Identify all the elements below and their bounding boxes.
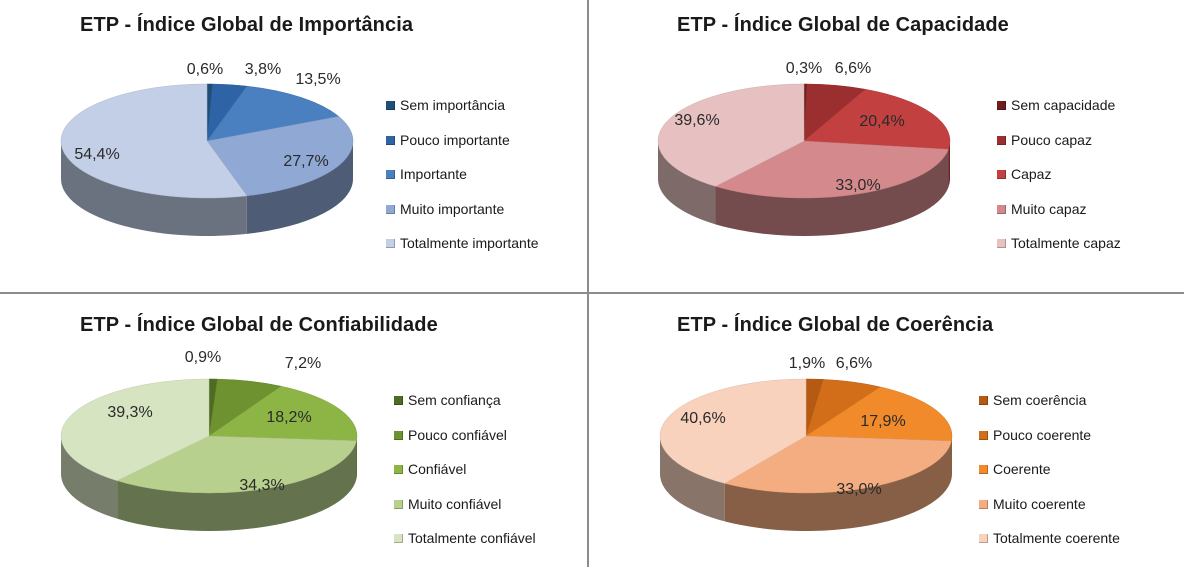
legend-swatch bbox=[979, 534, 988, 543]
legend-item bbox=[386, 201, 539, 236]
data-label: 17,9% bbox=[860, 413, 906, 430]
chart-panel-capacidade bbox=[597, 0, 1184, 290]
legend-label: Pouco confiável bbox=[408, 426, 507, 443]
data-label: 0,6% bbox=[186, 61, 224, 78]
legend-label: Muito importante bbox=[400, 200, 505, 217]
legend-swatch bbox=[997, 239, 1006, 248]
legend-item bbox=[386, 166, 539, 201]
legend-label: Muito coerente bbox=[993, 495, 1086, 512]
legend-swatch bbox=[997, 170, 1006, 179]
data-label: 33,0% bbox=[835, 177, 881, 194]
legend-item bbox=[979, 530, 1120, 565]
data-label: 33,0% bbox=[836, 481, 882, 498]
legend-label: Muito capaz bbox=[1011, 200, 1087, 217]
legend-label: Muito confiável bbox=[408, 495, 502, 512]
data-label: 18,2% bbox=[266, 409, 312, 426]
chart-legend bbox=[386, 97, 539, 270]
data-label: 34,3% bbox=[239, 477, 285, 494]
chart-title: ETP - Índice Global de Confiabilidade bbox=[80, 314, 438, 336]
legend-swatch bbox=[394, 396, 403, 405]
chart-panel-confiabilidade bbox=[0, 296, 587, 586]
legend-item bbox=[394, 392, 536, 427]
legend-item bbox=[386, 97, 539, 132]
chart-legend bbox=[979, 392, 1120, 565]
legend-label: Sem capacidade bbox=[1011, 97, 1116, 113]
legend-label: Totalmente coerente bbox=[993, 530, 1120, 546]
legend-label: Totalmente importante bbox=[400, 235, 539, 251]
data-label: 13,5% bbox=[295, 71, 341, 88]
data-label: 1,9% bbox=[788, 355, 826, 372]
data-label: 6,6% bbox=[834, 60, 872, 77]
legend-item bbox=[997, 235, 1121, 270]
legend-item bbox=[997, 97, 1121, 132]
data-label: 54,4% bbox=[74, 146, 120, 163]
legend-swatch bbox=[394, 534, 403, 543]
legend-swatch bbox=[979, 465, 988, 474]
chart-title: ETP - Índice Global de Coerência bbox=[677, 314, 994, 336]
chart-title: ETP - Índice Global de Capacidade bbox=[677, 14, 1009, 36]
legend-label: Sem importância bbox=[400, 97, 506, 113]
legend-swatch bbox=[997, 205, 1006, 214]
legend-item bbox=[394, 461, 536, 496]
data-label: 3,8% bbox=[244, 61, 282, 78]
legend-swatch bbox=[997, 101, 1006, 110]
data-label: 20,4% bbox=[859, 113, 905, 130]
chart-panel-importancia bbox=[0, 0, 587, 290]
legend-label: Pouco capaz bbox=[1011, 131, 1092, 148]
legend-label: Importante bbox=[400, 166, 467, 182]
data-label: 39,3% bbox=[107, 404, 153, 421]
legend-item bbox=[979, 496, 1120, 531]
legend-label: Pouco importante bbox=[400, 131, 510, 148]
chart-legend bbox=[394, 392, 536, 565]
chart-title: ETP - Índice Global de Importância bbox=[80, 14, 414, 36]
vertical-divider bbox=[587, 0, 589, 567]
legend-swatch bbox=[997, 136, 1006, 145]
pie-slice-side bbox=[951, 436, 952, 479]
legend-label: Coerente bbox=[993, 461, 1051, 477]
data-label: 27,7% bbox=[283, 153, 329, 170]
data-label: 0,9% bbox=[184, 349, 222, 366]
legend-item bbox=[394, 427, 536, 462]
legend-swatch bbox=[394, 500, 403, 509]
legend-item bbox=[386, 132, 539, 167]
legend-swatch bbox=[979, 396, 988, 405]
legend-label: Totalmente confiável bbox=[408, 530, 536, 546]
legend-label: Capaz bbox=[1011, 166, 1052, 182]
horizontal-divider bbox=[0, 292, 1184, 294]
legend-item bbox=[394, 530, 536, 565]
legend-swatch bbox=[979, 431, 988, 440]
legend-swatch bbox=[979, 500, 988, 509]
data-label: 7,2% bbox=[284, 355, 322, 372]
legend-swatch bbox=[386, 205, 395, 214]
data-label: 40,6% bbox=[680, 410, 726, 427]
legend-swatch bbox=[386, 101, 395, 110]
legend-item bbox=[997, 132, 1121, 167]
data-label: 0,3% bbox=[785, 60, 823, 77]
pie-slice-side bbox=[356, 436, 357, 479]
legend-swatch bbox=[386, 170, 395, 179]
legend-label: Sem coerência bbox=[993, 392, 1087, 408]
legend-item bbox=[997, 166, 1121, 201]
legend-swatch bbox=[386, 136, 395, 145]
legend-label: Confiável bbox=[408, 461, 467, 477]
legend-swatch bbox=[386, 239, 395, 248]
legend-item bbox=[979, 461, 1120, 496]
chart-legend bbox=[997, 97, 1121, 270]
legend-label: Pouco coerente bbox=[993, 426, 1092, 443]
legend-item bbox=[979, 427, 1120, 462]
data-label: 39,6% bbox=[674, 112, 720, 129]
legend-item bbox=[386, 235, 539, 270]
legend-swatch bbox=[394, 431, 403, 440]
legend-item bbox=[997, 201, 1121, 236]
chart-panel-coerencia bbox=[597, 296, 1184, 586]
legend-label: Sem confiança bbox=[408, 392, 501, 408]
data-label: 6,6% bbox=[835, 355, 873, 372]
legend-item bbox=[979, 392, 1120, 427]
legend-swatch bbox=[394, 465, 403, 474]
legend-label: Totalmente capaz bbox=[1011, 235, 1121, 251]
legend-item bbox=[394, 496, 536, 531]
